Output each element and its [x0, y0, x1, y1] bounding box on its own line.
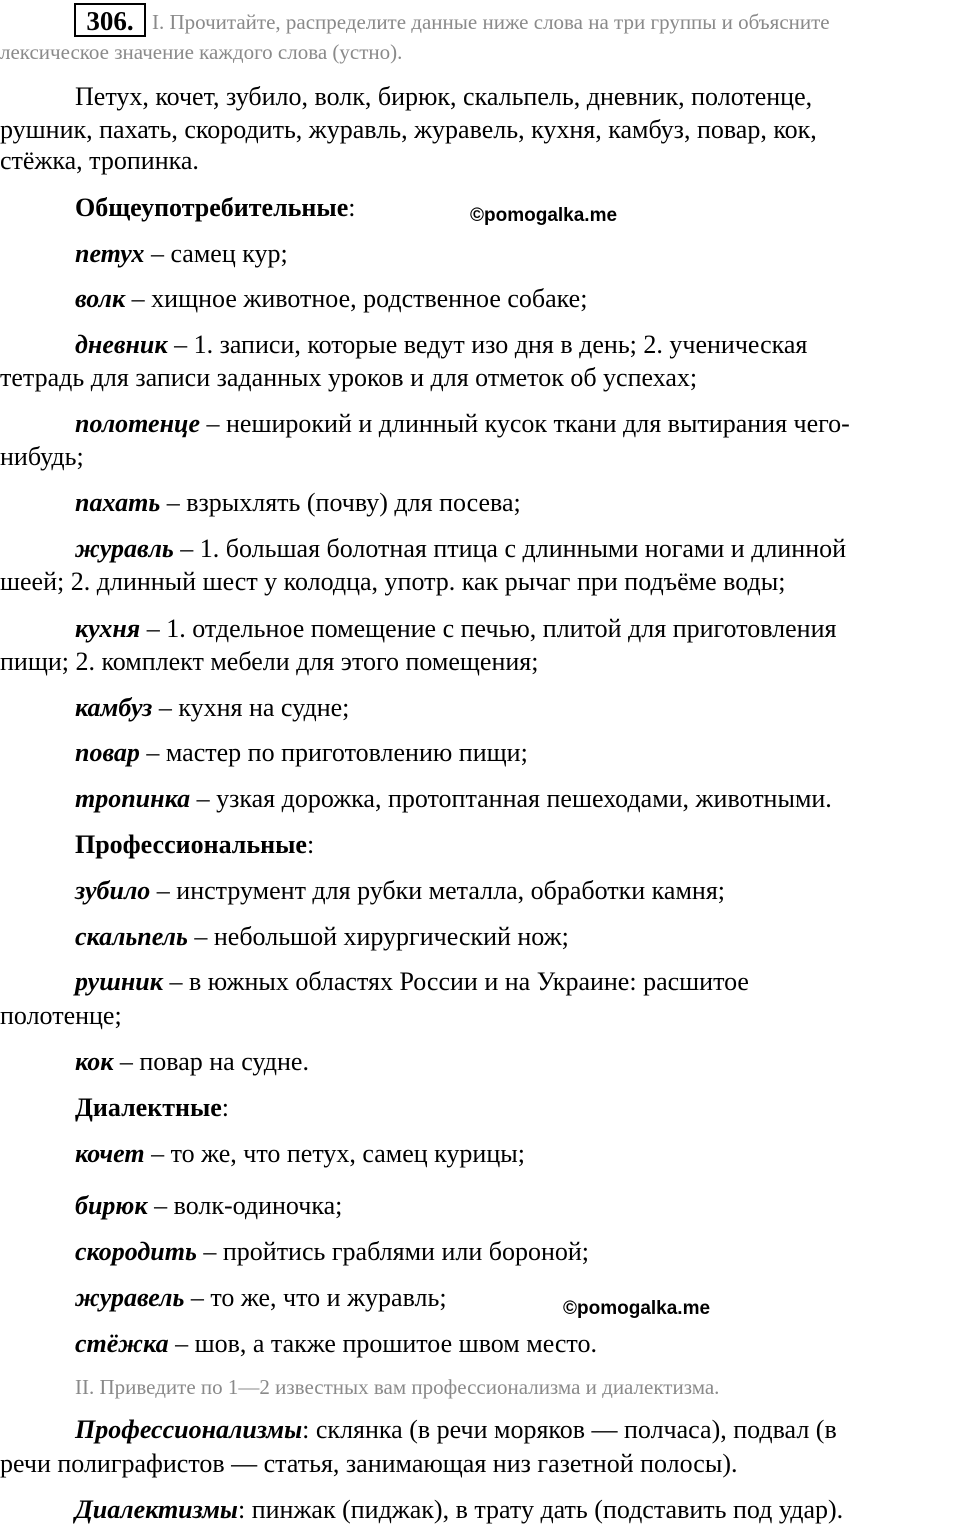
entry: волк – хищное животное, родственное собаке;: [75, 284, 588, 313]
entry: кок – повар на судне.: [75, 1047, 309, 1076]
entry: кухня – 1. отдельное помещение с печью, плитой для приготовления: [75, 614, 837, 643]
entry-continuation: пищи; 2. комплект мебели для этого помещения;: [0, 647, 539, 676]
entry: стёжка – шов, а также прошитое швом место.: [75, 1329, 597, 1358]
entry: тропинка – узкая дорожка, протоптанная пешеходами, животными.: [75, 784, 832, 813]
entry: дневник – 1. записи, которые ведут изо дня в день; 2. ученическая: [75, 330, 808, 359]
dialect-heading: Диалектные:: [75, 1093, 230, 1122]
words-line1: Петух, кочет, зубило, волк, бирюк, скальпель, дневник, полотенце,: [75, 82, 813, 111]
exercise-number: 306.: [74, 3, 146, 37]
words-line2: рушник, пахать, скородить, журавль, журавель, кухня, камбуз, повар, кок,: [0, 115, 817, 144]
entry-continuation: полотенце;: [0, 1001, 122, 1030]
task1-line1: I. Прочитайте, распределите данные ниже слова на три группы и объясните: [152, 10, 830, 34]
entry: бирюк – волк-одиночка;: [75, 1191, 343, 1220]
entry: скальпель – небольшой хирургический нож;: [75, 922, 569, 951]
entry: скородить – пройтись граблями или бороной;: [75, 1237, 590, 1266]
task1-line2: лексическое значение каждого слова (устно).: [0, 40, 403, 64]
watermark: ©pomogalka.me: [470, 205, 618, 226]
watermark: ©pomogalka.me: [563, 1298, 711, 1319]
answer-professionalisms: Профессионализмы: склянка (в речи моряков — полчаса), подвал (в: [75, 1415, 837, 1444]
entry: пахать – взрыхлять (почву) для посева;: [75, 488, 521, 517]
entry: повар – мастер по приготовлению пищи;: [75, 738, 528, 767]
entry: зубило – инструмент для рубки металла, обработки камня;: [75, 876, 726, 905]
entry: полотенце – неширокий и длинный кусок ткани для вытирания чего-: [75, 409, 850, 438]
entry: журавль – 1. большая болотная птица с длинными ногами и длинной: [75, 534, 847, 563]
entry: рушник – в южных областях России и на Украине: расшитое: [75, 967, 749, 996]
entry-continuation: тетрадь для записи заданных уроков и для отметок об успехах;: [0, 363, 698, 392]
entry-continuation: шеей; 2. длинный шест у колодца, употр. как рычаг при подъёме воды;: [0, 567, 786, 596]
entry: камбуз – кухня на судне;: [75, 693, 350, 722]
task2: II. Приведите по 1—2 известных вам профессионализма и диалектизма.: [75, 1375, 720, 1399]
entry: кочет – то же, что петух, самец курицы;: [75, 1139, 525, 1168]
entry: журавель – то же, что и журавль;: [75, 1283, 447, 1312]
entry-continuation: нибудь;: [0, 442, 84, 471]
answer-dialectisms: Диалектизмы: пинжак (пиджак), в трату дать (подставить под удар).: [75, 1495, 844, 1524]
common-heading: Общеупотребительные:: [75, 193, 356, 222]
entry: петух – самец кур;: [75, 239, 288, 268]
words-line3: стёжка, тропинка.: [0, 146, 199, 175]
professional-heading: Профессиональные:: [75, 830, 315, 859]
answer-professionalisms-cont: речи полиграфистов — статья, занимающая низ газетной полосы).: [0, 1449, 738, 1478]
